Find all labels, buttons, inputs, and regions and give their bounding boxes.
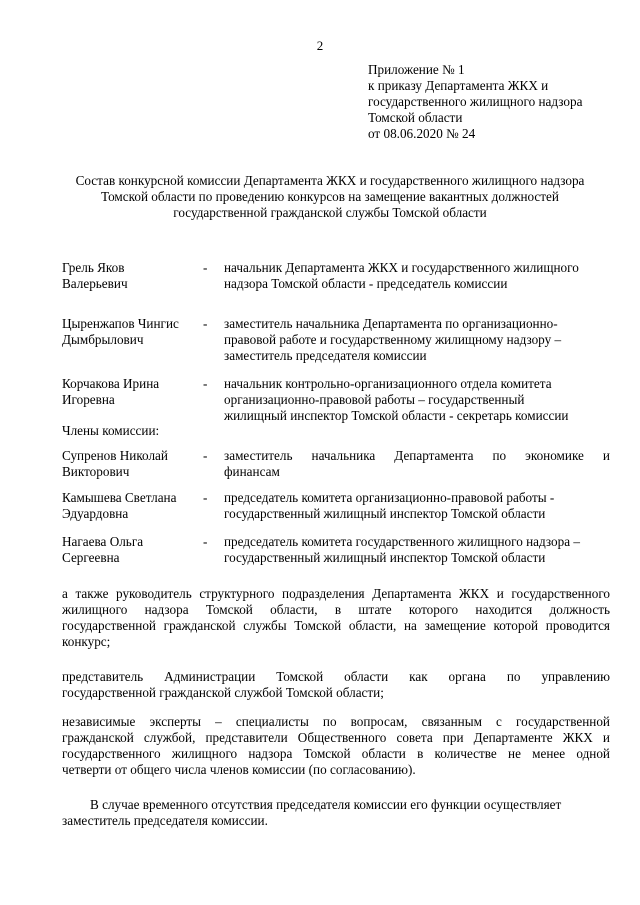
appendix-block bbox=[368, 62, 628, 142]
member-role: заместитель начальника Департамента по экономике и финансам bbox=[224, 448, 610, 479]
paragraph-independent-experts: независимые эксперты – специалисты по вопросам, связанным с государственной гражданской службой, представители Общественного совета при Департаменте ЖКХ и государственного жилищного надзора Томской области в количестве не менее одной четверти от общего числа членов комиссии (по согласованию). bbox=[62, 714, 610, 777]
member-name: Грель Яков Валерьевич bbox=[62, 260, 128, 291]
member-dash: - bbox=[203, 260, 208, 275]
members-list bbox=[62, 448, 610, 570]
member-dash: - bbox=[203, 534, 208, 549]
appendix-line: к приказу Департамента ЖКХ и bbox=[368, 78, 549, 93]
commission-member-row bbox=[62, 260, 610, 316]
member-role: заместитель начальника Департамента по организационно- правовой работе и государственному жилищному надзору – заместитель председателя комиссии bbox=[224, 316, 562, 363]
appendix-line: Приложение № 1 bbox=[368, 62, 465, 77]
commission-member-row bbox=[62, 490, 610, 534]
member-dash: - bbox=[203, 376, 208, 391]
member-dash: - bbox=[203, 316, 208, 331]
heading-line: государственной гражданской службы Томской области bbox=[173, 205, 487, 220]
heading-line: Томской области по проведению конкурсов на замещение вакантных должностей bbox=[101, 189, 559, 204]
page-number: 2 bbox=[316, 38, 324, 53]
appendix-line: государственного жилищного надзора bbox=[368, 94, 583, 109]
leaders-list bbox=[62, 260, 610, 436]
member-role: председатель комитета организационно-правовой работы - государственный жилищный инспектор Томской области bbox=[224, 490, 555, 521]
appendix-line: от 08.06.2020 № 24 bbox=[368, 126, 476, 141]
commission-member-row bbox=[62, 534, 610, 570]
paragraph-chair-absence: В случае временного отсутствия председателя комиссии его функции осуществляет заместитель председателя комиссии. bbox=[62, 797, 562, 828]
paragraph-structural-head: а также руководитель структурного подразделения Департамента ЖКХ и государственного жилищного надзора Томской области, в штате которого находится должность государственной гражданской службы Томской области, на замещение которой проводится конкурс; bbox=[62, 586, 610, 649]
appendix-line: Томской области bbox=[368, 110, 463, 125]
member-dash: - bbox=[203, 448, 208, 463]
member-name: Камышева Светлана Эдуардовна bbox=[62, 490, 177, 521]
member-role: начальник Департамента ЖКХ и государственного жилищного надзора Томской области - председатель комиссии bbox=[224, 260, 579, 291]
members-label: Члены комиссии: bbox=[62, 423, 160, 438]
member-name: Корчакова Ирина Игоревна bbox=[62, 376, 160, 407]
member-dash: - bbox=[203, 490, 208, 505]
member-role: председатель комитета государственного жилищного надзора – государственный жилищный инспектор Томской области bbox=[224, 534, 580, 565]
member-name: Цыренжапов Чингис Дымбрылович bbox=[62, 316, 179, 347]
commission-member-row bbox=[62, 316, 610, 376]
commission-member-row bbox=[62, 448, 610, 490]
member-role: начальник контрольно-организационного отдела комитета организационно-правовой работы – государственный жилищный инспектор Томской области - секретарь комиссии bbox=[224, 376, 569, 423]
member-name: Супренов Николай Викторович bbox=[62, 448, 168, 479]
heading-line: Состав конкурсной комиссии Департамента ЖКХ и государственного жилищного надзора bbox=[75, 173, 585, 188]
document-heading bbox=[50, 173, 610, 221]
member-name: Нагаева Ольга Сергеевна bbox=[62, 534, 144, 565]
paragraph-administration-rep: представитель Администрации Томской области как органа по управлению государственной гражданской службой Томской области; bbox=[62, 669, 610, 700]
